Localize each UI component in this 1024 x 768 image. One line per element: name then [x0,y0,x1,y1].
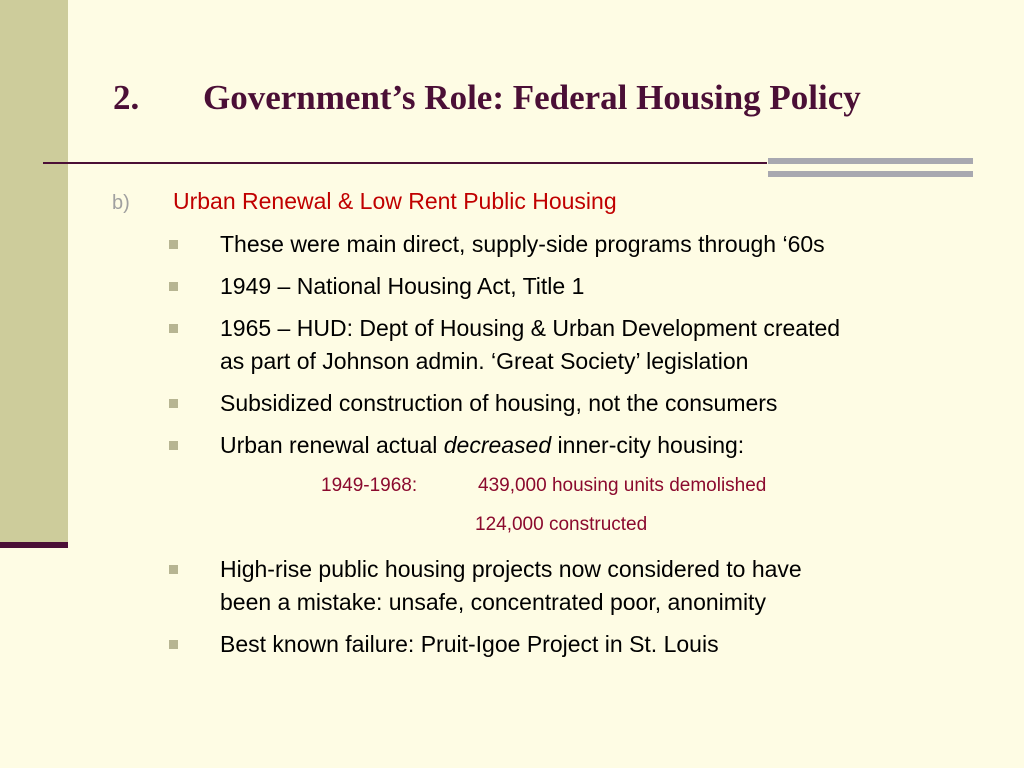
section-marker: b) [112,192,130,214]
slide-title-text: Government’s Role: Federal Housing Policy [203,78,861,117]
slide-title-number: 2. [113,78,140,117]
square-bullet-icon [169,565,178,574]
divider-accent-lower [768,171,973,177]
stats-demolished: 439,000 housing units demolished [478,475,767,496]
bullet-item [165,387,1005,420]
section-heading-text: Urban Renewal & Low Rent Public Housing [173,188,617,214]
bullet-item [165,429,1005,544]
bullet-text-line-1: 1965 – HUD: Dept of Housing & Urban Development created [220,315,841,341]
left-decorative-band [0,0,68,546]
bullet-text [220,429,1005,462]
bullet-text-line-2: been a mistake: unsafe, concentrated poor, anonimity [220,589,766,615]
bullet-item [165,553,1005,619]
stats-constructed-line [220,505,1005,544]
stats-period: 1949-1968: [321,475,418,496]
bullet-item [165,270,1005,303]
slide-title [113,76,861,120]
bullet-text: These were main direct, supply-side programs through ‘60s [220,231,825,257]
bullet-emphasis: decreased [443,432,552,458]
square-bullet-icon [169,282,178,291]
square-bullet-icon [169,324,178,333]
bullet-text: Subsidized construction of housing, not the consumers [220,390,778,416]
stats-demolished-line [220,466,1005,505]
housing-stats [220,466,1005,544]
bullet-text-before: Urban renewal actual [220,432,444,458]
title-divider [43,162,767,164]
bullet-item [165,228,1005,261]
bullet-text: Best known failure: Pruit-Igoe Project in St. Louis [220,631,719,657]
divider-accent-upper [768,158,973,164]
bullet-text: 1949 – National Housing Act, Title 1 [220,273,585,299]
stats-constructed: 124,000 constructed [475,514,648,535]
bullet-text-line-2: as part of Johnson admin. ‘Great Society’ legislation [220,348,749,374]
bullet-item [165,312,1005,378]
bullet-text-line-1: High-rise public housing projects now considered to have [220,556,802,582]
square-bullet-icon [169,399,178,408]
square-bullet-icon [169,441,178,450]
section-heading [112,188,617,215]
bullet-text-after: inner-city housing: [551,432,745,458]
left-accent-bar [0,542,68,548]
square-bullet-icon [169,640,178,649]
bullet-list [165,228,1005,670]
bullet-item [165,628,1005,661]
square-bullet-icon [169,240,178,249]
